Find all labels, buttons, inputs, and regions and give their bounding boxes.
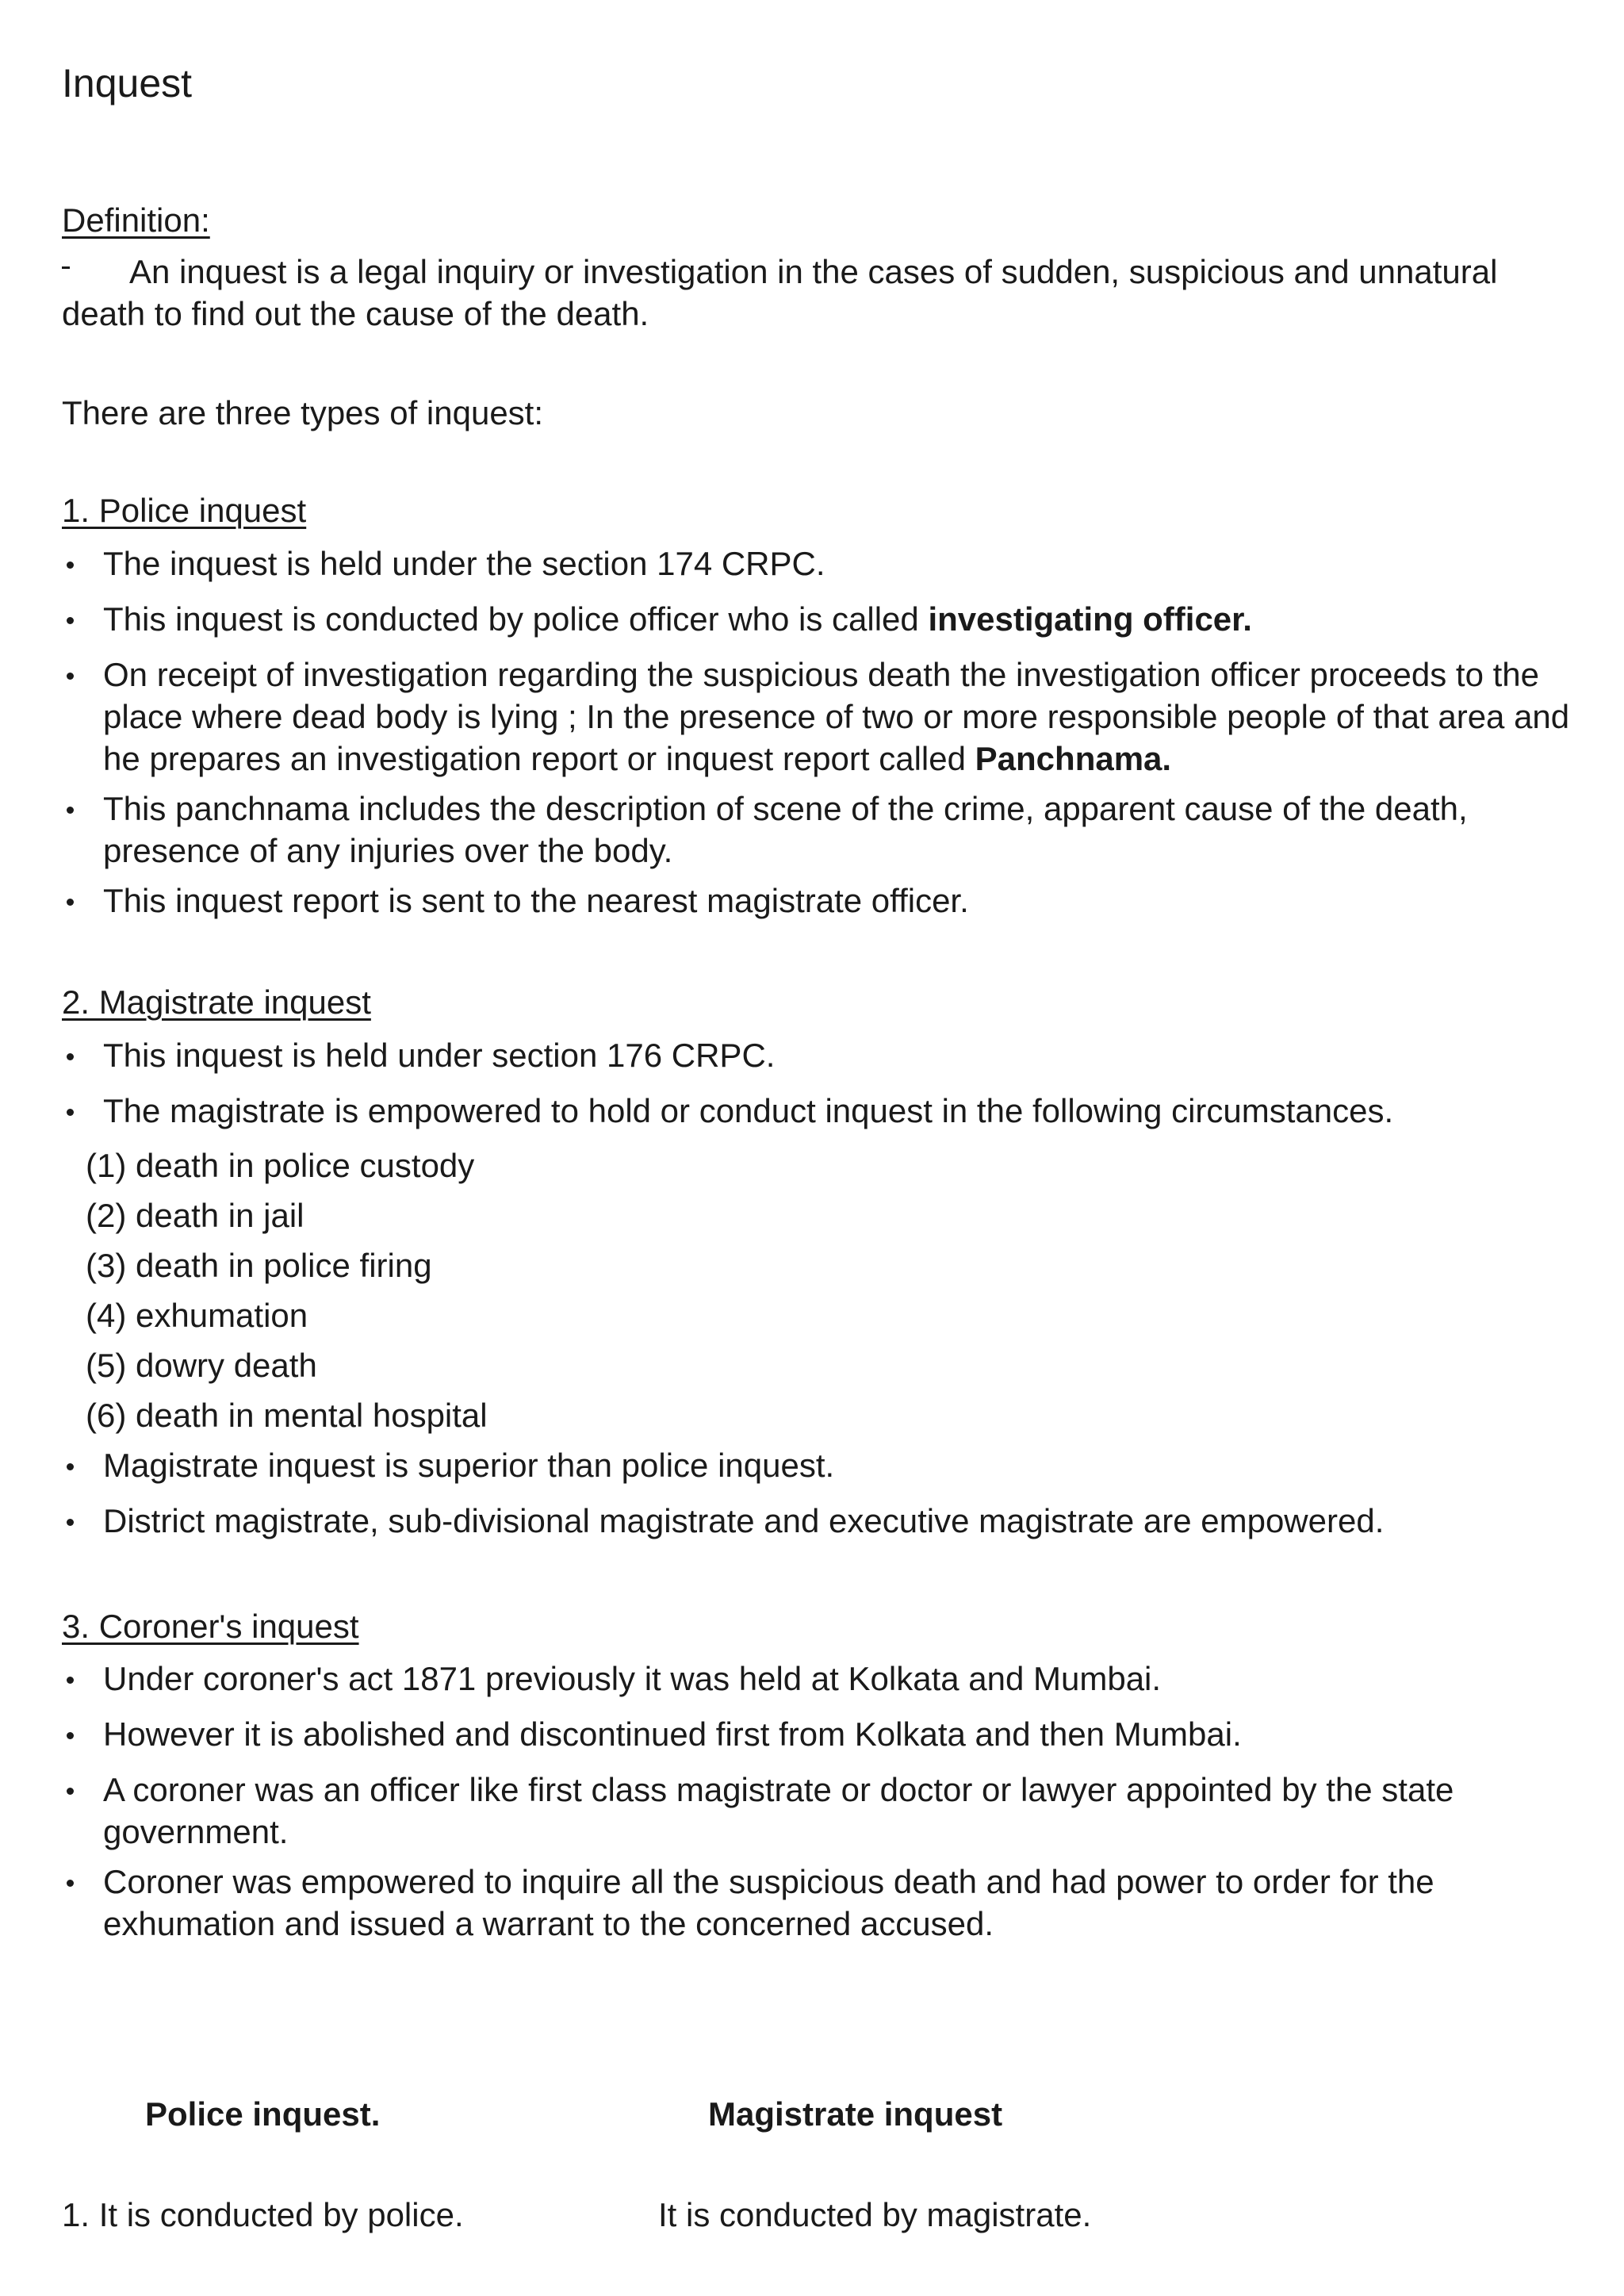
list-item: On receipt of investigation regarding the suspicious death the investigation officer proceeds to the place where dead body is lying ; In the presence of two or more responsible people of that area and he prepares an investigation report or inquest report called Panchnama. <box>62 654 1610 780</box>
list-item: District magistrate, sub-divisional magistrate and executive magistrate are empowered. <box>62 1500 1568 1542</box>
circumstance-item: (4) exhumation <box>86 1297 308 1334</box>
list-item: This inquest is held under section 176 CRPC. <box>62 1034 1568 1076</box>
list-item: A coroner was an officer like first class magistrate or doctor or lawyer appointed by the state government. <box>62 1769 1568 1853</box>
list-item: The inquest is held under the section 174 CRPC. <box>62 542 1568 585</box>
coroner-inquest-list <box>62 1658 1568 1945</box>
magistrate-inquest-heading: 2. Magistrate inquest <box>62 983 371 1021</box>
list-item: The magistrate is empowered to hold or conduct inquest in the following circumstances. <box>62 1090 1568 1132</box>
list-item: This inquest is conducted by police officer who is called investigating officer. <box>62 598 1568 640</box>
coroner-inquest-heading: 3. Coroner's inquest <box>62 1608 359 1645</box>
comparison-col2-heading: Magistrate inquest <box>708 2095 1003 2133</box>
police-inquest-heading: 1. Police inquest <box>62 492 307 529</box>
magistrate-inquest-list-top <box>62 1034 1568 1132</box>
list-item: Under coroner's act 1871 previously it was held at Kolkata and Mumbai. <box>62 1658 1568 1700</box>
list-item: Coroner was empowered to inquire all the suspicious death and had power to order for the exhumation and issued a warrant to the concerned accused. <box>62 1861 1568 1945</box>
magistrate-inquest-list-bottom <box>62 1444 1568 1542</box>
circumstance-item: (2) death in jail <box>86 1197 304 1234</box>
circumstance-item: (5) dowry death <box>86 1347 317 1384</box>
circumstance-item: (1) death in police custody <box>86 1147 475 1184</box>
bold-panchnama: Panchnama. <box>975 740 1172 777</box>
list-item: This inquest report is sent to the nearest magistrate officer. <box>62 880 1568 922</box>
comparison-row1-col2: It is conducted by magistrate. <box>658 2196 1092 2233</box>
list-item: Magistrate inquest is superior than police inquest. <box>62 1444 1568 1486</box>
definition-text-line1: An inquest is a legal inquiry or investigation in the cases of sudden, suspicious and unnatural <box>129 253 1498 290</box>
intro-text: There are three types of inquest: <box>62 394 544 431</box>
circumstance-item: (3) death in police firing <box>86 1247 432 1284</box>
definition-mark <box>62 266 70 269</box>
definition-text-line2: death to find out the cause of the death. <box>62 295 649 332</box>
police-inquest-list <box>62 542 1568 922</box>
circumstance-item: (6) death in mental hospital <box>86 1397 488 1434</box>
definition-heading: Definition: <box>62 201 210 239</box>
list-item: This panchnama includes the description of scene of the crime, apparent cause of the death, presence of any injuries over the body. <box>62 788 1568 872</box>
comparison-row1-col1: 1. It is conducted by police. <box>62 2196 464 2233</box>
list-item: However it is abolished and discontinued first from Kolkata and then Mumbai. <box>62 1713 1568 1755</box>
bold-investigating-officer: investigating officer. <box>928 600 1252 638</box>
page-title: Inquest <box>62 61 193 105</box>
comparison-col1-heading: Police inquest. <box>145 2095 381 2133</box>
